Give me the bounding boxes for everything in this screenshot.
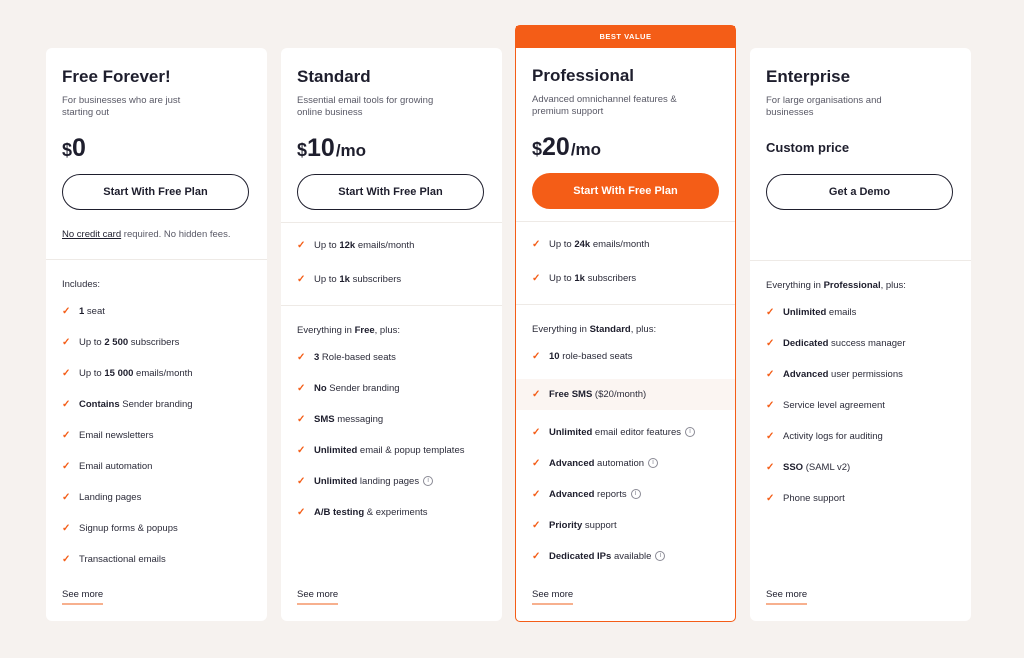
feature-bold: Free SMS <box>549 389 593 400</box>
feature-bold: 24k <box>574 239 591 250</box>
label-suffix: , plus: <box>880 280 906 291</box>
check-icon: ✓ <box>297 507 306 518</box>
price-amount: 0 <box>72 134 86 162</box>
start-free-plan-button[interactable]: Start With Free Plan <box>297 174 484 210</box>
feature-item <box>62 427 251 444</box>
feature-label: role-based seats <box>559 351 633 362</box>
check-icon: ✓ <box>62 430 71 441</box>
feature-label: email editor features <box>592 427 681 438</box>
price-period: /mo <box>570 140 602 159</box>
label-suffix: , plus: <box>374 325 400 336</box>
feature-item <box>516 379 735 410</box>
feature-bold: 1k <box>574 273 585 284</box>
feature-text <box>783 428 883 445</box>
label-prefix: Everything in <box>297 325 355 336</box>
everything-in-label <box>516 324 735 335</box>
feature-text <box>783 490 845 507</box>
feature-text <box>314 411 383 428</box>
divider <box>750 260 971 261</box>
feature-text <box>549 270 636 287</box>
plan-card-standard <box>281 48 502 621</box>
check-icon: ✓ <box>297 445 306 456</box>
feature-item <box>62 489 251 506</box>
feature-item <box>532 236 719 253</box>
feature-item <box>62 396 251 413</box>
feature-item <box>62 303 251 320</box>
plan-price <box>62 134 251 164</box>
feature-text <box>314 504 428 521</box>
feature-label: messaging <box>334 414 384 425</box>
limits-list <box>281 237 502 288</box>
check-icon: ✓ <box>766 369 775 380</box>
feature-item <box>62 520 251 537</box>
check-icon: ✓ <box>532 520 541 531</box>
info-icon[interactable]: i <box>631 489 641 499</box>
feature-item <box>297 442 486 459</box>
start-free-plan-button[interactable]: Start With Free Plan <box>62 174 249 210</box>
get-a-demo-button[interactable]: Get a Demo <box>766 174 953 210</box>
feature-text <box>79 334 179 351</box>
feature-text <box>79 458 152 475</box>
feature-text <box>549 386 646 403</box>
feature-bold: 1 <box>79 306 85 317</box>
feature-label: email & popup templates <box>357 445 465 456</box>
feature-item <box>532 348 719 365</box>
divider <box>516 304 735 305</box>
price-currency: $ <box>297 140 308 160</box>
check-icon: ✓ <box>62 461 71 472</box>
no-credit-card-note <box>62 229 251 240</box>
see-more-link[interactable]: See more <box>766 589 807 605</box>
check-icon: ✓ <box>532 273 541 284</box>
feature-list <box>281 349 502 521</box>
feature-text <box>314 349 396 366</box>
check-icon: ✓ <box>297 476 306 487</box>
check-icon: ✓ <box>62 306 71 317</box>
note-text: required. No hidden fees. <box>121 229 231 240</box>
feature-text <box>549 517 617 534</box>
price-currency: $ <box>532 139 543 159</box>
feature-label: Sender branding <box>119 399 193 410</box>
feature-text <box>314 271 401 288</box>
feature-bold: Unlimited <box>314 445 358 456</box>
check-icon: ✓ <box>62 337 71 348</box>
feature-label: subscribers <box>349 274 402 285</box>
plan-description: Essential email tools for growing online business <box>297 95 434 118</box>
feature-bold: 1k <box>339 274 350 285</box>
best-value-badge: BEST VALUE <box>516 26 735 48</box>
check-icon: ✓ <box>532 427 541 438</box>
feature-item <box>766 335 955 352</box>
check-icon: ✓ <box>532 351 541 362</box>
feature-label: Landing pages <box>79 492 142 503</box>
feature-bold: Contains <box>79 399 120 410</box>
check-icon: ✓ <box>766 338 775 349</box>
feature-text <box>79 303 105 320</box>
label-plan: Professional <box>823 280 881 291</box>
label-prefix: Everything in <box>532 324 590 335</box>
plan-title: Professional <box>532 66 635 85</box>
divider <box>281 222 502 223</box>
everything-in-label <box>750 280 971 291</box>
feature-label: emails/month <box>355 240 415 251</box>
check-icon: ✓ <box>297 240 306 251</box>
label-suffix: , plus: <box>630 324 657 335</box>
feature-label: Phone support <box>783 493 845 504</box>
feature-list <box>46 303 267 568</box>
feature-label: subscribers <box>584 273 637 284</box>
feature-item <box>297 473 486 490</box>
feature-label: success manager <box>828 338 906 349</box>
feature-bold: 3 <box>314 352 320 363</box>
feature-item <box>297 504 486 521</box>
feature-text <box>783 335 906 352</box>
plan-card-professional <box>515 25 736 622</box>
feature-label: user permissions <box>828 369 903 380</box>
feature-label: emails/month <box>133 368 193 379</box>
plan-title: Enterprise <box>766 67 851 86</box>
feature-text <box>79 489 141 506</box>
plan-price <box>297 134 486 164</box>
feature-label: seat <box>84 306 105 317</box>
check-icon: ✓ <box>532 489 541 500</box>
feature-label: & experiments <box>364 507 428 518</box>
feature-item <box>532 270 719 287</box>
plan-title: Standard <box>297 67 371 86</box>
check-icon: ✓ <box>297 414 306 425</box>
info-icon[interactable]: i <box>655 551 665 561</box>
check-icon: ✓ <box>62 554 71 565</box>
feature-text <box>783 366 903 383</box>
feature-bold: Dedicated IPs <box>549 551 612 562</box>
check-icon: ✓ <box>766 431 775 442</box>
feature-item <box>532 486 719 503</box>
feature-bold: No <box>314 383 327 394</box>
check-icon: ✓ <box>766 493 775 504</box>
no-credit-card-link[interactable]: No credit card <box>62 229 122 240</box>
info-icon[interactable]: i <box>685 427 695 437</box>
feature-item <box>532 548 719 565</box>
feature-bold: Advanced <box>783 369 829 380</box>
feature-prefix: Up to <box>79 337 105 348</box>
plan-card-enterprise <box>750 48 971 621</box>
feature-bold: SSO <box>783 462 804 473</box>
feature-prefix: Up to <box>79 368 105 379</box>
feature-bold: 10 <box>549 351 560 362</box>
feature-text <box>549 548 665 565</box>
feature-text <box>314 473 433 490</box>
feature-text <box>79 365 193 382</box>
plan-description: For large organisations and businesses <box>766 95 882 118</box>
everything-in-label <box>281 325 502 336</box>
check-icon: ✓ <box>62 368 71 379</box>
feature-bold: SMS <box>314 414 335 425</box>
feature-item <box>766 366 955 383</box>
check-icon: ✓ <box>766 462 775 473</box>
feature-item <box>62 458 251 475</box>
plan-description: Advanced omnichannel features & premium support <box>532 94 677 117</box>
feature-label: landing pages <box>357 476 420 487</box>
feature-label: Role-based seats <box>319 352 396 363</box>
feature-prefix: Up to <box>314 240 340 251</box>
price-period: /mo <box>335 141 367 160</box>
feature-text <box>783 397 885 414</box>
feature-text <box>549 486 641 503</box>
feature-text <box>549 424 695 441</box>
feature-prefix: Up to <box>549 273 575 284</box>
check-icon: ✓ <box>766 400 775 411</box>
feature-bold: 12k <box>339 240 356 251</box>
see-more-link[interactable]: See more <box>62 589 103 605</box>
plan-title: Free Forever! <box>62 67 171 86</box>
check-icon: ✓ <box>766 307 775 318</box>
feature-label: (SAML v2) <box>803 462 851 473</box>
feature-text <box>549 348 632 365</box>
feature-text <box>79 551 166 568</box>
includes-label: Includes: <box>62 279 101 290</box>
divider <box>281 305 502 306</box>
feature-bold: Unlimited <box>783 307 827 318</box>
divider <box>516 221 735 222</box>
feature-bold: 15 000 <box>104 368 134 379</box>
feature-text <box>549 236 649 253</box>
see-more-link[interactable]: See more <box>532 589 573 605</box>
plan-description: For businesses who are just starting out <box>62 95 181 118</box>
feature-label: Sender branding <box>326 383 400 394</box>
feature-item <box>62 365 251 382</box>
feature-label: Email automation <box>79 461 153 472</box>
feature-text <box>549 455 658 472</box>
label-plan: Free <box>354 325 375 336</box>
feature-item <box>766 397 955 414</box>
feature-item <box>297 380 486 397</box>
check-icon: ✓ <box>532 458 541 469</box>
start-free-plan-button[interactable]: Start With Free Plan <box>532 173 719 209</box>
feature-bold: 2 500 <box>104 337 129 348</box>
feature-item <box>766 490 955 507</box>
feature-item <box>532 424 719 441</box>
price-amount: 20 <box>542 133 570 161</box>
feature-text <box>314 442 464 459</box>
feature-label: automation <box>594 458 645 469</box>
feature-label: support <box>582 520 617 531</box>
feature-item <box>297 411 486 428</box>
plan-price <box>532 133 719 163</box>
feature-text <box>783 304 856 321</box>
feature-label: Email newsletters <box>79 430 154 441</box>
feature-bold: Priority <box>549 520 583 531</box>
feature-item <box>532 517 719 534</box>
feature-label: subscribers <box>128 337 180 348</box>
feature-bold: A/B testing <box>314 507 365 518</box>
feature-item <box>532 455 719 472</box>
feature-label: reports <box>594 489 627 500</box>
feature-label: Activity logs for auditing <box>783 431 883 442</box>
feature-text <box>314 380 400 397</box>
feature-list <box>516 348 735 565</box>
feature-bold: Dedicated <box>783 338 829 349</box>
feature-prefix: Up to <box>549 239 575 250</box>
feature-prefix: Up to <box>314 274 340 285</box>
feature-item <box>297 271 486 288</box>
limits-list <box>516 236 735 287</box>
feature-text <box>79 520 178 537</box>
info-icon[interactable]: i <box>423 476 433 486</box>
feature-label: emails <box>826 307 857 318</box>
feature-item <box>766 428 955 445</box>
feature-bold: Unlimited <box>549 427 593 438</box>
feature-bold: Advanced <box>549 489 595 500</box>
divider <box>46 259 267 260</box>
feature-label: ($20/month) <box>592 389 647 400</box>
price-currency: $ <box>62 140 73 160</box>
feature-text <box>314 237 414 254</box>
feature-text <box>79 427 153 444</box>
feature-bold: Unlimited <box>314 476 358 487</box>
check-icon: ✓ <box>532 551 541 562</box>
feature-label: Service level agreement <box>783 400 885 411</box>
price-amount: 10 <box>307 134 335 162</box>
feature-label: emails/month <box>590 239 650 250</box>
feature-bold: Advanced <box>549 458 595 469</box>
check-icon: ✓ <box>62 399 71 410</box>
check-icon: ✓ <box>62 523 71 534</box>
feature-item <box>62 334 251 351</box>
feature-item <box>62 551 251 568</box>
feature-label: available <box>611 551 652 562</box>
feature-list <box>750 304 971 507</box>
plan-card-free <box>46 48 267 621</box>
info-icon[interactable]: i <box>648 458 658 468</box>
feature-label: Signup forms & popups <box>79 523 178 534</box>
check-icon: ✓ <box>532 389 541 400</box>
check-icon: ✓ <box>297 383 306 394</box>
feature-item <box>766 459 955 476</box>
feature-item <box>766 304 955 321</box>
see-more-link[interactable]: See more <box>297 589 338 605</box>
custom-price: Custom price <box>766 140 850 155</box>
check-icon: ✓ <box>62 492 71 503</box>
feature-text <box>79 396 193 413</box>
feature-item <box>297 349 486 366</box>
check-icon: ✓ <box>532 239 541 250</box>
check-icon: ✓ <box>297 352 306 363</box>
feature-label: Transactional emails <box>79 554 166 565</box>
label-plan: Standard <box>589 324 631 335</box>
feature-text <box>783 459 850 476</box>
plan-price <box>766 134 955 164</box>
check-icon: ✓ <box>297 274 306 285</box>
label-prefix: Everything in <box>766 280 824 291</box>
feature-item <box>297 237 486 254</box>
